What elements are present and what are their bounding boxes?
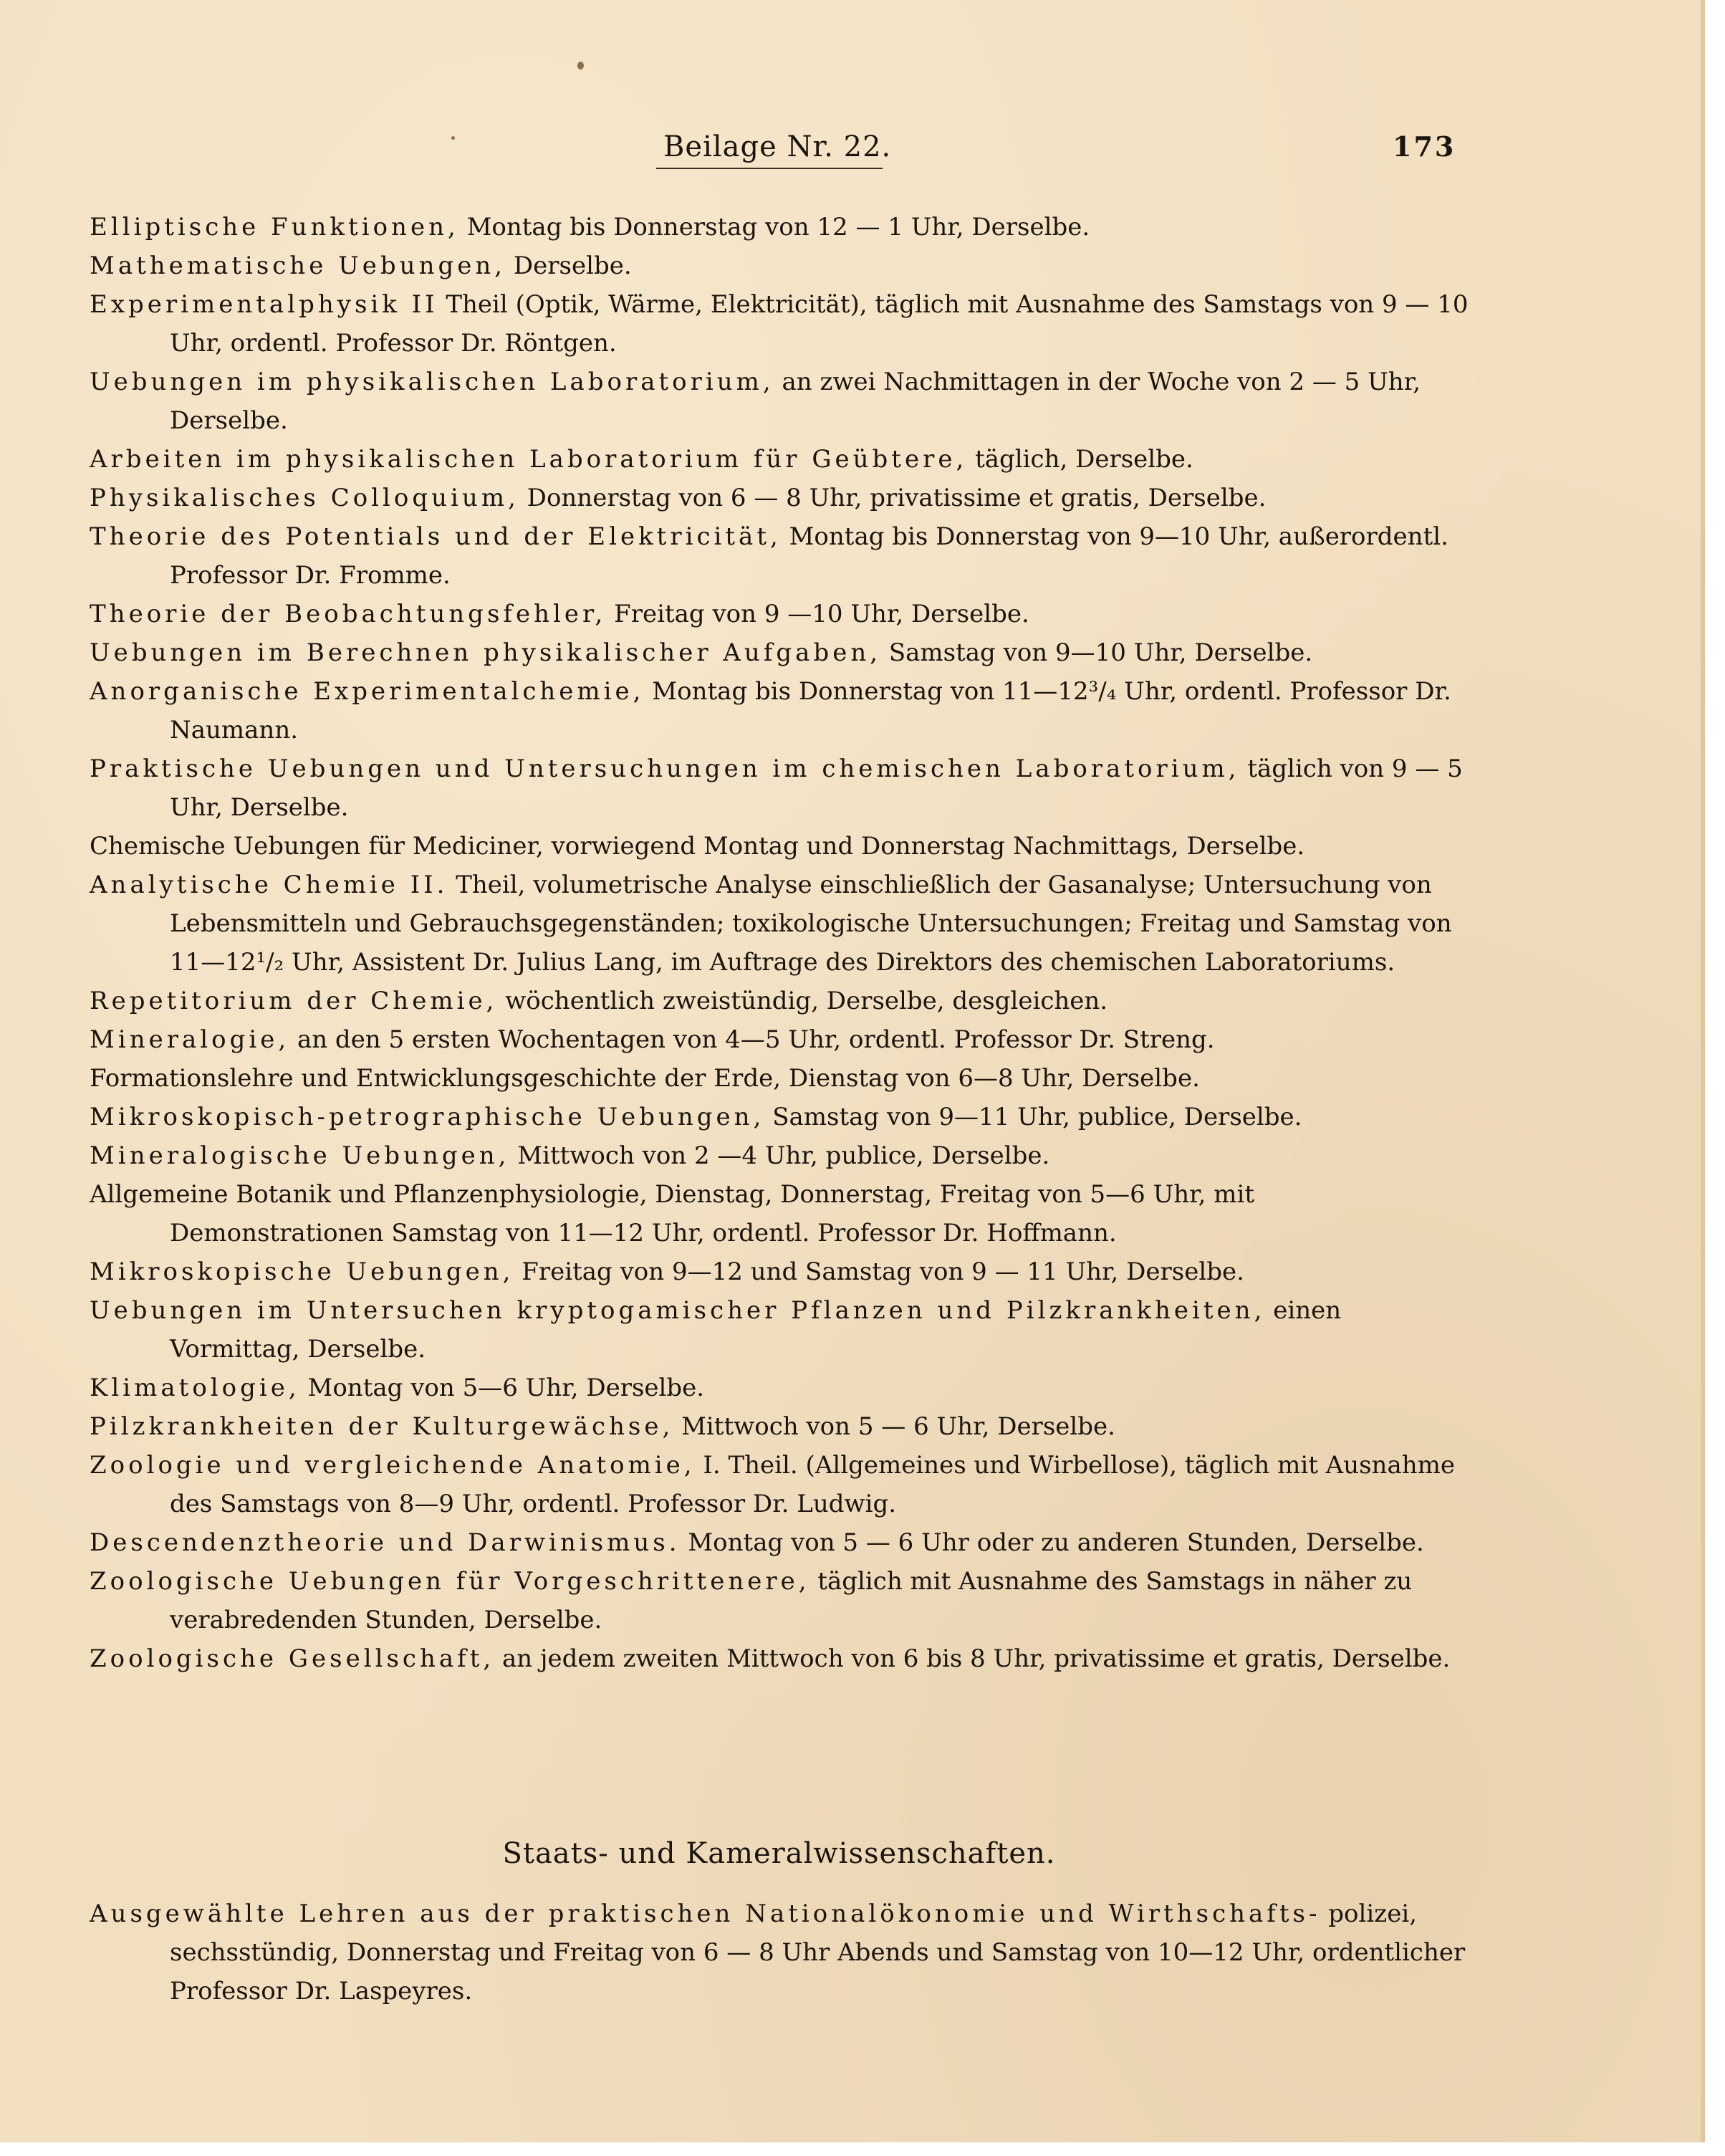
course-details: Montag bis Donnerstag von 9—10 Uhr, außerordentl. Professor Dr. Fromme. [170,522,1448,590]
course-details: Montag von 5—6 Uhr, Derselbe. [299,1374,705,1402]
course-entry [90,1446,1469,1523]
running-header: Beilage Nr. 22. [663,130,892,163]
course-title: Praktische Uebungen und Untersuchungen im chemischen Laboratorium, [90,754,1240,783]
course-details: Donnerstag von 6 — 8 Uhr, privatissime et gratis, Derselbe. [519,484,1267,512]
course-entry [90,672,1469,749]
course-title: Descendenztheorie und Darwinismus. [90,1528,681,1557]
course-title: Theorie des Potentials und der Elektricität, [90,522,782,551]
course-entry [90,1562,1469,1639]
course-details: Dienstag von 6—8 Uhr, Derselbe. [781,1064,1200,1093]
course-details: täglich, Derselbe. [967,445,1193,474]
course-title: Ausgewählte Lehren aus der praktischen Nationalökonomie und Wirthschafts- [90,1899,1321,1928]
course-details: vorwiegend Montag und Donnerstag Nachmittags, Derselbe. [543,832,1305,861]
course-entry [90,827,1469,866]
course-details: Dienstag, Donnerstag, Freitag von 5—6 Uhr, mit Demonstrationen Samstag von 11—12 Uhr, ordentl. Professor Dr. Hoffmann. [170,1180,1255,1247]
course-entry [90,1369,1469,1407]
course-details: täglich mit Ausnahme des Samstags in näher zu verabredenden Stunden, Derselbe. [170,1567,1413,1634]
page-edge [1701,0,1705,2142]
course-entry [90,517,1469,595]
course-entry [90,595,1469,633]
course-details: polizei, sechsstündig, Donnerstag und Freitag von 6 — 8 Uhr Abends und Samstag von 10—12 Uhr, ordentlicher Professor Dr. Laspeyres. [170,1899,1466,2006]
course-title: Chemische Uebungen für Mediciner, [90,832,544,861]
course-entry [90,246,1469,285]
course-entry [90,1059,1469,1098]
course-details: Mittwoch von 5 — 6 Uhr, Derselbe. [673,1412,1115,1441]
course-title: Anorganische Experimentalchemie, [90,677,645,706]
course-details: I. Theil. (Allgemeines und Wirbellose), täglich mit Ausnahme des Samstags von 8—9 Uhr, ordentl. Professor Dr. Ludwig. [170,1451,1455,1518]
section-heading: Staats- und Kameralwissenschaften. [502,1837,1056,1870]
header-underline [656,168,883,169]
course-entry [90,1894,1469,2011]
course-title: Mineralogische Uebungen, [90,1141,510,1170]
ink-speck [451,136,455,140]
course-entry [90,1639,1469,1678]
course-details: Samstag von 9—10 Uhr, Derselbe. [881,638,1313,667]
course-entry [90,479,1469,517]
course-entry [90,363,1469,440]
course-title: Zoologische Gesellschaft, [90,1644,495,1673]
course-title: Pilzkrankheiten der Kulturgewächse, [90,1412,674,1441]
course-details: an jedem zweiten Mittwoch von 6 bis 8 Uhr, privatissime et gratis, Derselbe. [494,1644,1451,1673]
course-title: Mineralogie, [90,1025,290,1054]
course-title: Mathematische Uebungen, [90,251,506,280]
page-number: 173 [1393,130,1456,163]
course-title: Theorie der Beobachtungsfehler, [90,600,607,628]
course-title: Uebungen im Untersuchen kryptogamischer Pflanzen und Pilzkrankheiten, [90,1296,1266,1325]
course-title: Uebungen im physikalischen Laboratorium, [90,368,774,396]
course-details: an den 5 ersten Wochentagen von 4—5 Uhr, ordentl. Professor Dr. Streng. [289,1025,1215,1054]
course-title: Arbeiten im physikalischen Laboratorium für Geübtere, [90,445,968,474]
course-entry [90,1020,1469,1059]
course-title: Mikroskopisch-petrographische Uebungen, [90,1103,765,1131]
course-entry [90,1407,1469,1446]
course-details: Freitag von 9 —10 Uhr, Derselbe. [606,600,1029,628]
section-staatswissenschaften [90,1806,1469,2011]
course-details: Samstag von 9—11 Uhr, publice, Derselbe. [764,1103,1302,1131]
course-details: Mittwoch von 2 —4 Uhr, publice, Derselbe. [509,1141,1050,1170]
course-details: Derselbe. [506,251,632,280]
course-details: Theil, volumetrische Analyse einschließlich der Gasanalyse; Untersuchung von Lebensmitteln und Gebrauchsgegenständen; toxikologische Untersuchungen; Freitag und Samstag von 11—12¹/₂ Uhr, Assistent Dr. Julius Lang, im Auftrage des Direktors des chemischen Laboratoriums. [170,871,1452,977]
ink-speck [577,62,584,70]
course-details: wöchentlich zweistündig, Derselbe, desgleichen. [497,987,1108,1015]
course-entry [90,1098,1469,1136]
course-entry [90,285,1469,363]
course-details: täglich von 9 — 5 Uhr, Derselbe. [170,754,1463,822]
course-title: Uebungen im Berechnen physikalischer Aufgaben, [90,638,882,667]
course-entry [90,1136,1469,1175]
course-title: Experimentalphysik II [90,290,438,319]
course-details: Montag von 5 — 6 Uhr oder zu anderen Stunden, Derselbe. [680,1528,1424,1557]
course-details: Montag bis Donnerstag von 12 — 1 Uhr, Derselbe. [458,213,1090,241]
course-entry [90,1175,1469,1252]
course-title: Zoologie und vergleichende Anatomie, [90,1451,696,1480]
course-title: Mikroskopische Uebungen, [90,1257,514,1286]
course-entry [90,866,1469,982]
course-entry [90,1523,1469,1562]
course-entry [90,1291,1469,1369]
course-entry [90,749,1469,827]
course-title: Zoologische Uebungen für Vorgeschrittenere, [90,1567,810,1596]
course-title: Analytische Chemie II. [90,871,448,899]
course-entry [90,208,1469,246]
course-entry [90,1252,1469,1291]
course-details: einen Vormittag, Derselbe. [170,1296,1342,1364]
course-details: Montag bis Donnerstag von 11—12³/₄ Uhr, ordentl. Professor Dr. Naumann. [170,677,1451,744]
course-entry [90,440,1469,479]
course-details: Theil (Optik, Wärme, Elektricität), täglich mit Ausnahme des Samstags von 9 — 10 Uhr, ordentl. Professor Dr. Röntgen. [170,290,1469,358]
course-list [90,208,1469,1678]
course-details: Freitag von 9—12 und Samstag von 9 — 11 Uhr, Derselbe. [514,1257,1244,1286]
course-title: Formationslehre und Entwicklungsgeschichte der Erde, [90,1064,782,1093]
course-title: Allgemeine Botanik und Pflanzenphysiologie, [90,1180,648,1209]
course-title: Repetitorium der Chemie, [90,987,498,1015]
course-title: Physikalisches Colloquium, [90,484,519,512]
course-title: Klimatologie, [90,1374,300,1402]
course-entry [90,982,1469,1020]
course-entry [90,633,1469,672]
course-title: Elliptische Funktionen, [90,213,459,241]
course-details: an zwei Nachmittagen in der Woche von 2 — 5 Uhr, Derselbe. [170,368,1421,435]
